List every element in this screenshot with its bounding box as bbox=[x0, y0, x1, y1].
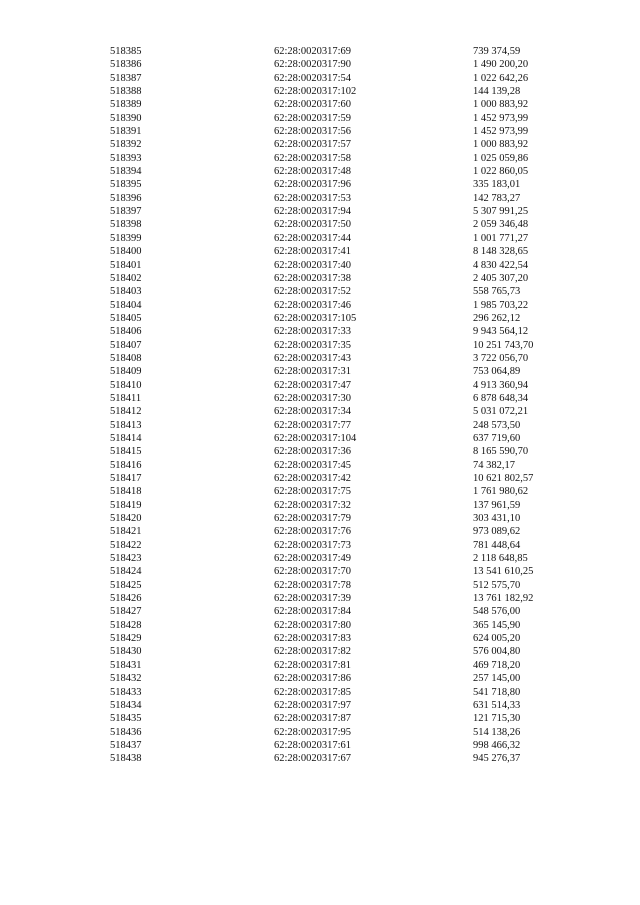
table-row bbox=[0, 272, 640, 285]
value-amount: 5 031 072,21 bbox=[473, 406, 529, 418]
cadastral-number: 62:28:0020317:30 bbox=[274, 392, 352, 404]
table-row bbox=[0, 525, 640, 538]
value-amount: 4 913 360,94 bbox=[473, 379, 529, 391]
row-number: 518386 bbox=[110, 59, 142, 71]
value-amount: 5 307 991,25 bbox=[473, 206, 529, 218]
value-amount: 10 251 743,70 bbox=[473, 339, 534, 351]
cadastral-number: 62:28:0020317:104 bbox=[274, 432, 357, 444]
cadastral-number: 62:28:0020317:83 bbox=[274, 633, 352, 645]
value-amount: 2 059 346,48 bbox=[473, 219, 529, 231]
cadastral-number: 62:28:0020317:95 bbox=[274, 726, 352, 738]
row-number: 518435 bbox=[110, 713, 142, 725]
table-row bbox=[0, 592, 640, 605]
row-number: 518389 bbox=[110, 99, 142, 111]
row-number: 518411 bbox=[110, 392, 142, 404]
table-row bbox=[0, 232, 640, 245]
value-amount: 121 715,30 bbox=[473, 713, 521, 725]
table-row bbox=[0, 192, 640, 205]
table-row bbox=[0, 392, 640, 405]
cadastral-number: 62:28:0020317:33 bbox=[274, 326, 352, 338]
table-row bbox=[0, 312, 640, 325]
table-row bbox=[0, 686, 640, 699]
row-number: 518437 bbox=[110, 739, 142, 751]
cadastral-number: 62:28:0020317:76 bbox=[274, 526, 352, 538]
cadastral-number: 62:28:0020317:43 bbox=[274, 352, 352, 364]
value-amount: 4 830 422,54 bbox=[473, 259, 529, 271]
data-table bbox=[0, 45, 640, 766]
table-row bbox=[0, 659, 640, 672]
table-row bbox=[0, 259, 640, 272]
row-number: 518398 bbox=[110, 219, 142, 231]
row-number: 518406 bbox=[110, 326, 142, 338]
row-number: 518405 bbox=[110, 312, 142, 324]
cadastral-number: 62:28:0020317:60 bbox=[274, 99, 352, 111]
row-number: 518401 bbox=[110, 259, 142, 271]
table-row bbox=[0, 285, 640, 298]
row-number: 518408 bbox=[110, 352, 142, 364]
table-row bbox=[0, 619, 640, 632]
value-amount: 8 148 328,65 bbox=[473, 246, 529, 258]
table-row bbox=[0, 726, 640, 739]
cadastral-number: 62:28:0020317:59 bbox=[274, 112, 352, 124]
row-number: 518417 bbox=[110, 473, 142, 484]
row-number: 518430 bbox=[110, 646, 142, 658]
table-row bbox=[0, 579, 640, 592]
table-row bbox=[0, 98, 640, 111]
cadastral-number: 62:28:0020317:94 bbox=[274, 206, 352, 218]
cadastral-number: 62:28:0020317:105 bbox=[274, 312, 357, 324]
value-amount: 137 961,59 bbox=[473, 499, 521, 511]
value-amount: 624 005,20 bbox=[473, 633, 521, 645]
row-number: 518426 bbox=[110, 593, 142, 605]
value-amount: 1 022 860,05 bbox=[473, 166, 529, 178]
row-number: 518388 bbox=[110, 86, 142, 98]
value-amount: 3 722 056,70 bbox=[473, 352, 529, 364]
cadastral-number: 62:28:0020317:53 bbox=[274, 192, 352, 204]
value-amount: 74 382,17 bbox=[473, 459, 515, 471]
table-row bbox=[0, 178, 640, 191]
value-amount: 469 718,20 bbox=[473, 659, 521, 671]
value-amount: 2 118 648,85 bbox=[473, 553, 528, 565]
value-amount: 1 490 200,20 bbox=[473, 59, 529, 71]
table-row bbox=[0, 752, 640, 765]
value-amount: 9 943 564,12 bbox=[473, 326, 529, 338]
cadastral-number: 62:28:0020317:75 bbox=[274, 486, 352, 498]
row-number: 518397 bbox=[110, 206, 142, 218]
value-amount: 1 452 973,99 bbox=[473, 112, 529, 124]
cadastral-number: 62:28:0020317:45 bbox=[274, 459, 352, 471]
value-amount: 335 183,01 bbox=[473, 179, 521, 191]
value-amount: 631 514,33 bbox=[473, 699, 521, 711]
row-number: 518429 bbox=[110, 633, 142, 645]
table-row bbox=[0, 125, 640, 138]
value-amount: 1 000 883,92 bbox=[473, 99, 529, 111]
cadastral-number: 62:28:0020317:86 bbox=[274, 673, 352, 685]
value-amount: 637 719,60 bbox=[473, 432, 521, 444]
value-amount: 558 765,73 bbox=[473, 286, 521, 298]
row-number: 518393 bbox=[110, 152, 142, 164]
row-number: 518422 bbox=[110, 539, 142, 551]
row-number: 518390 bbox=[110, 112, 142, 124]
cadastral-number: 62:28:0020317:52 bbox=[274, 286, 352, 298]
value-amount: 1 001 771,27 bbox=[473, 232, 529, 244]
table-row bbox=[0, 165, 640, 178]
value-amount: 1 025 059,86 bbox=[473, 152, 529, 164]
cadastral-number: 62:28:0020317:50 bbox=[274, 219, 352, 231]
row-number: 518404 bbox=[110, 299, 142, 311]
cadastral-number: 62:28:0020317:58 bbox=[274, 152, 352, 164]
cadastral-number: 62:28:0020317:48 bbox=[274, 166, 352, 178]
value-amount: 1 022 642,26 bbox=[473, 72, 529, 84]
row-number: 518392 bbox=[110, 139, 142, 151]
cadastral-number: 62:28:0020317:32 bbox=[274, 499, 352, 511]
table-row bbox=[0, 672, 640, 685]
value-amount: 248 573,50 bbox=[473, 419, 521, 431]
table-row bbox=[0, 85, 640, 98]
row-number: 518409 bbox=[110, 366, 142, 378]
row-number: 518394 bbox=[110, 166, 142, 178]
row-number: 518420 bbox=[110, 513, 142, 525]
cadastral-number: 62:28:0020317:81 bbox=[274, 659, 352, 671]
table-row bbox=[0, 699, 640, 712]
cadastral-number: 62:28:0020317:57 bbox=[274, 139, 352, 151]
table-row bbox=[0, 539, 640, 552]
cadastral-number: 62:28:0020317:44 bbox=[274, 232, 352, 244]
value-amount: 257 145,00 bbox=[473, 673, 521, 685]
row-number: 518436 bbox=[110, 726, 142, 738]
cadastral-number: 62:28:0020317:54 bbox=[274, 72, 352, 84]
table-row bbox=[0, 72, 640, 85]
table-row bbox=[0, 45, 640, 58]
table-row bbox=[0, 712, 640, 725]
table-row bbox=[0, 325, 640, 338]
cadastral-number: 62:28:0020317:61 bbox=[274, 739, 352, 751]
table-row bbox=[0, 218, 640, 231]
row-number: 518432 bbox=[110, 673, 142, 685]
cadastral-number: 62:28:0020317:70 bbox=[274, 566, 352, 578]
row-number: 518416 bbox=[110, 459, 142, 471]
value-amount: 303 431,10 bbox=[473, 513, 521, 525]
cadastral-number: 62:28:0020317:40 bbox=[274, 259, 352, 271]
cadastral-number: 62:28:0020317:85 bbox=[274, 686, 352, 698]
table-row bbox=[0, 605, 640, 618]
row-number: 518402 bbox=[110, 272, 142, 284]
row-number: 518396 bbox=[110, 192, 142, 204]
row-number: 518418 bbox=[110, 486, 142, 498]
cadastral-number: 62:28:0020317:42 bbox=[274, 473, 352, 484]
value-amount: 8 165 590,70 bbox=[473, 446, 529, 458]
table-row bbox=[0, 245, 640, 258]
cadastral-number: 62:28:0020317:38 bbox=[274, 272, 352, 284]
value-amount: 945 276,37 bbox=[473, 753, 521, 765]
cadastral-number: 62:28:0020317:84 bbox=[274, 606, 352, 618]
row-number: 518410 bbox=[110, 379, 142, 391]
cadastral-number: 62:28:0020317:34 bbox=[274, 406, 352, 418]
row-number: 518419 bbox=[110, 499, 142, 511]
table-row bbox=[0, 339, 640, 352]
table-row bbox=[0, 432, 640, 445]
row-number: 518407 bbox=[110, 339, 142, 351]
row-number: 518399 bbox=[110, 232, 142, 244]
table-row bbox=[0, 565, 640, 578]
cadastral-number: 62:28:0020317:35 bbox=[274, 339, 352, 351]
table-row bbox=[0, 419, 640, 432]
cadastral-number: 62:28:0020317:82 bbox=[274, 646, 352, 658]
value-amount: 6 878 648,34 bbox=[473, 392, 529, 404]
table-row bbox=[0, 459, 640, 472]
row-number: 518387 bbox=[110, 72, 142, 84]
value-amount: 541 718,80 bbox=[473, 686, 521, 698]
cadastral-number: 62:28:0020317:73 bbox=[274, 539, 352, 551]
row-number: 518400 bbox=[110, 246, 142, 258]
table-row bbox=[0, 472, 640, 485]
row-number: 518423 bbox=[110, 553, 142, 565]
table-row bbox=[0, 739, 640, 752]
cadastral-number: 62:28:0020317:36 bbox=[274, 446, 352, 458]
table-row bbox=[0, 512, 640, 525]
cadastral-number: 62:28:0020317:77 bbox=[274, 419, 352, 431]
table-row bbox=[0, 205, 640, 218]
value-amount: 548 576,00 bbox=[473, 606, 521, 618]
value-amount: 1 985 703,22 bbox=[473, 299, 529, 311]
row-number: 518434 bbox=[110, 699, 142, 711]
row-number: 518395 bbox=[110, 179, 142, 191]
value-amount: 1 000 883,92 bbox=[473, 139, 529, 151]
cadastral-number: 62:28:0020317:87 bbox=[274, 713, 352, 725]
row-number: 518424 bbox=[110, 566, 142, 578]
value-amount: 2 405 307,20 bbox=[473, 272, 529, 284]
row-number: 518412 bbox=[110, 406, 142, 418]
row-number: 518414 bbox=[110, 432, 142, 444]
row-number: 518391 bbox=[110, 126, 142, 138]
cadastral-number: 62:28:0020317:39 bbox=[274, 593, 352, 605]
cadastral-number: 62:28:0020317:78 bbox=[274, 579, 352, 591]
row-number: 518428 bbox=[110, 619, 142, 631]
cadastral-number: 62:28:0020317:90 bbox=[274, 59, 352, 71]
row-number: 518385 bbox=[110, 46, 142, 57]
cadastral-number: 62:28:0020317:67 bbox=[274, 753, 352, 765]
table-row bbox=[0, 485, 640, 498]
value-amount: 576 004,80 bbox=[473, 646, 521, 658]
cadastral-number: 62:28:0020317:96 bbox=[274, 179, 352, 191]
table-row bbox=[0, 112, 640, 125]
row-number: 518427 bbox=[110, 606, 142, 618]
cadastral-number: 62:28:0020317:97 bbox=[274, 699, 352, 711]
cadastral-number: 62:28:0020317:69 bbox=[274, 46, 352, 57]
row-number: 518403 bbox=[110, 286, 142, 298]
cadastral-number: 62:28:0020317:79 bbox=[274, 513, 352, 525]
cadastral-number: 62:28:0020317:102 bbox=[274, 86, 357, 98]
cadastral-number: 62:28:0020317:56 bbox=[274, 126, 352, 138]
row-number: 518431 bbox=[110, 659, 142, 671]
cadastral-number: 62:28:0020317:46 bbox=[274, 299, 352, 311]
value-amount: 512 575,70 bbox=[473, 579, 521, 591]
table-row bbox=[0, 152, 640, 165]
value-amount: 1 761 980,62 bbox=[473, 486, 529, 498]
table-row bbox=[0, 445, 640, 458]
value-amount: 144 139,28 bbox=[473, 86, 521, 98]
value-amount: 514 138,26 bbox=[473, 726, 521, 738]
value-amount: 973 089,62 bbox=[473, 526, 521, 538]
value-amount: 998 466,32 bbox=[473, 739, 521, 751]
value-amount: 1 452 973,99 bbox=[473, 126, 529, 138]
table-row bbox=[0, 365, 640, 378]
row-number: 518413 bbox=[110, 419, 142, 431]
table-row bbox=[0, 632, 640, 645]
table-row bbox=[0, 379, 640, 392]
value-amount: 781 448,64 bbox=[473, 539, 521, 551]
table-row bbox=[0, 645, 640, 658]
cadastral-number: 62:28:0020317:80 bbox=[274, 619, 352, 631]
table-row bbox=[0, 499, 640, 512]
value-amount: 13 541 610,25 bbox=[473, 566, 534, 578]
table-row bbox=[0, 352, 640, 365]
value-amount: 13 761 182,92 bbox=[473, 593, 534, 605]
table-row bbox=[0, 58, 640, 71]
row-number: 518421 bbox=[110, 526, 142, 538]
cadastral-number: 62:28:0020317:31 bbox=[274, 366, 352, 378]
value-amount: 739 374,59 bbox=[473, 46, 521, 57]
table-row bbox=[0, 138, 640, 151]
cadastral-number: 62:28:0020317:41 bbox=[274, 246, 352, 258]
row-number: 518433 bbox=[110, 686, 142, 698]
value-amount: 142 783,27 bbox=[473, 192, 521, 204]
table-row bbox=[0, 405, 640, 418]
cadastral-number: 62:28:0020317:49 bbox=[274, 553, 352, 565]
value-amount: 10 621 802,57 bbox=[473, 473, 534, 484]
cadastral-number: 62:28:0020317:47 bbox=[274, 379, 352, 391]
row-number: 518425 bbox=[110, 579, 142, 591]
value-amount: 753 064,89 bbox=[473, 366, 521, 378]
row-number: 518438 bbox=[110, 753, 142, 765]
value-amount: 296 262,12 bbox=[473, 312, 521, 324]
table-row bbox=[0, 299, 640, 312]
table-row bbox=[0, 552, 640, 565]
value-amount: 365 145,90 bbox=[473, 619, 521, 631]
row-number: 518415 bbox=[110, 446, 142, 458]
